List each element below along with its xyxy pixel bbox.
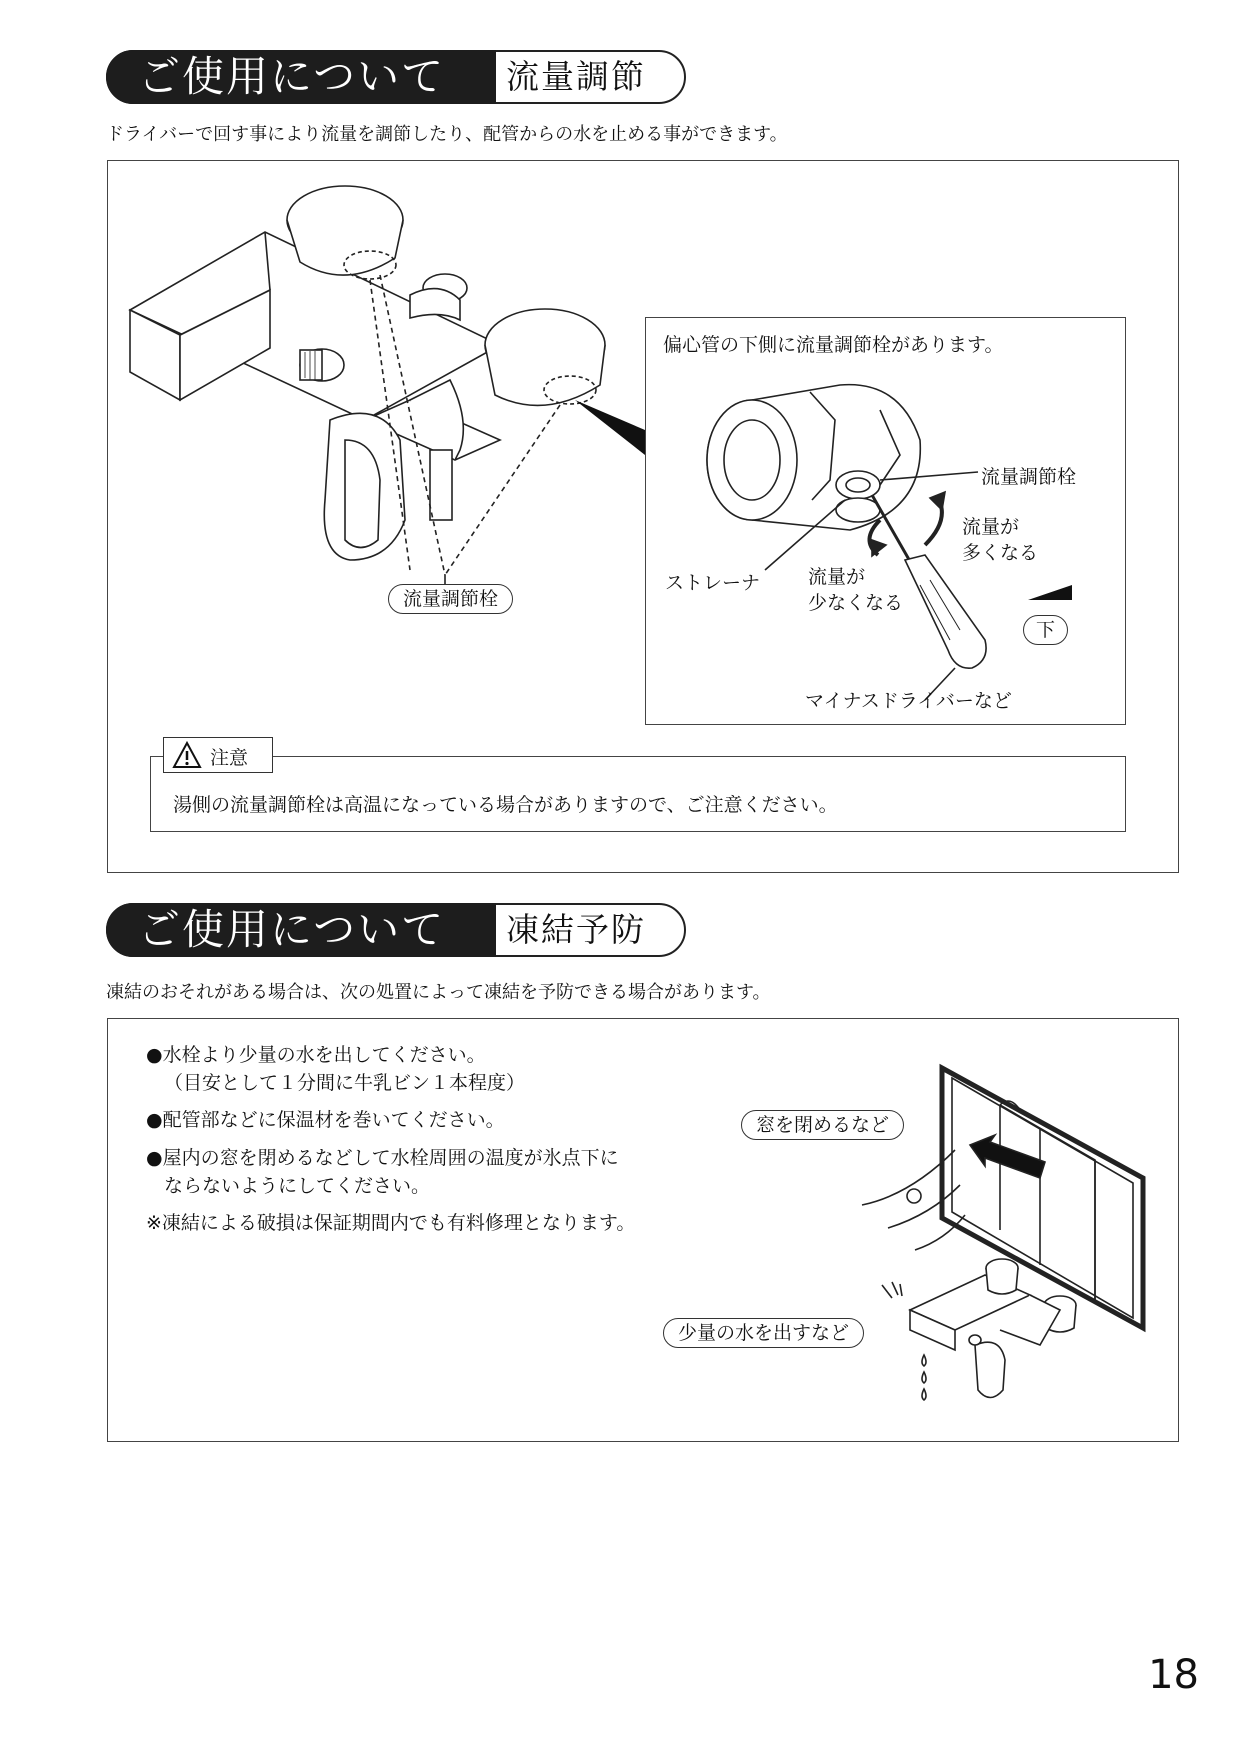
less-flow-line1: 流量が (808, 566, 866, 588)
more-flow-line1: 流量が (962, 516, 1020, 538)
page-number: 18 (1148, 1652, 1199, 1698)
detail-heading: 偏心管の下側に流量調節栓があります。 (663, 334, 1004, 356)
more-flow-line2: 多くなる (962, 542, 1039, 564)
freeze-item-1-line2: （目安として１分間に牛乳ビン１本程度） (164, 1072, 526, 1094)
section1-lead: ドライバーで回す事により流量を調節したり、配管からの水を止める事ができます。 (106, 124, 788, 145)
caution-text: 湯側の流量調節栓は高温になっている場合がありますので、ご注意ください。 (173, 794, 838, 816)
freeze-item-1-line1: 水栓より少量の水を出してください。 (162, 1044, 486, 1066)
faucet-valve-label: 流量調節栓 (388, 584, 513, 614)
screwdriver-label: マイナスドライバーなど (805, 690, 1012, 712)
freeze-item-3-line2: ならないようにしてください。 (164, 1175, 431, 1197)
caution-title: 注意 (210, 747, 249, 769)
bullet-3: ● (146, 1147, 163, 1169)
freeze-note: ※凍結による破損は保証期間内でも有料修理となります。 (146, 1212, 636, 1234)
less-flow-line2: 少なくなる (808, 592, 904, 614)
run-water-label: 少量の水を出すなど (663, 1318, 864, 1348)
bullet-1: ● (146, 1044, 163, 1066)
close-window-label: 窓を閉めるなど (741, 1110, 904, 1140)
section2-lead: 凍結のおそれがある場合は、次の処置によって凍結を予防できる場合があります。 (106, 982, 771, 1003)
detail-valve-label: 流量調節栓 (981, 466, 1077, 488)
down-direction-label: 下 (1023, 615, 1068, 645)
section1-subtitle: 流量調節 (506, 57, 646, 96)
section2-subtitle: 凍結予防 (506, 910, 646, 949)
freeze-item-3-line1: 屋内の窓を閉めるなどして水栓周囲の温度が氷点下に (162, 1147, 619, 1169)
section1-title: ご使用について (106, 50, 496, 104)
bullet-2: ● (146, 1109, 163, 1131)
strainer-label: ストレーナ (665, 572, 761, 594)
freeze-item-2-line1: 配管部などに保温材を巻いてください。 (162, 1109, 505, 1131)
section2-title: ご使用について (106, 903, 496, 957)
